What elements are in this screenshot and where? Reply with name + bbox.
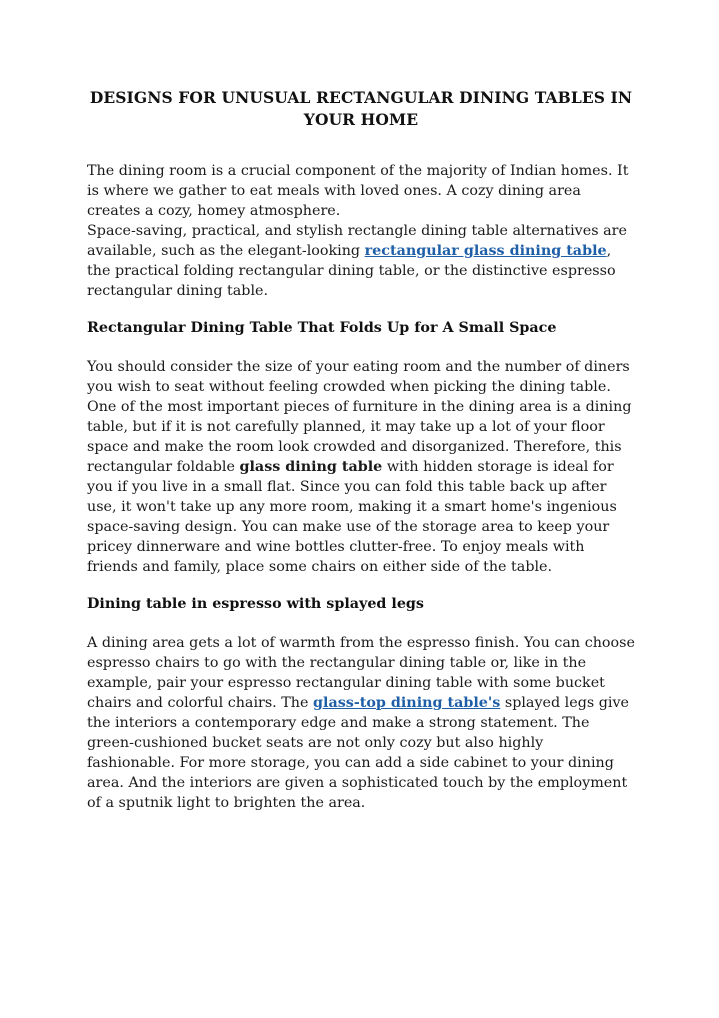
section-paragraph-espresso-table (87, 633, 635, 813)
section2-text-after: splayed legs give the interiors a contemporary edge and make a strong statement. The green-cushioned bucket seats are not only cozy but also highly fashionable. For more storage, you can add a side cabinet to your dining area. And the interiors are given a sophisticated touch by the employment of a sputnik light to brighten the area. (87, 695, 630, 811)
intro-text-1: The dining room is a crucial component of the majority of Indian homes. It is where we gather to eat meals with loved ones. A cozy dining area creates a cozy, homey atmosphere. (87, 163, 629, 219)
glass-dining-table-bold: glass dining table (239, 459, 383, 475)
section1-text-after: with hidden storage is ideal for you if you live in a small flat. Since you can fold this table back up after use, it won't take up any more room, making it a smart home's ingenious space-saving design. You can make use of the storage area to keep your pricey dinnerware and wine bottles clutter-free. To enjoy meals with friends and family, place some chairs on either side of the table. (87, 459, 617, 575)
glass-top-dining-table-link[interactable]: glass-top dining table's (313, 695, 501, 711)
section-heading-folding-table: Rectangular Dining Table That Folds Up for A Small Space (87, 320, 557, 336)
section1-text-before: You should consider the size of your eating room and the number of diners you wish to seat without feeling crowded when picking the dining table. One of the most important pieces of furniture in the dining area is a dining table, but if it is not carefully planned, it may take up a lot of your floor space and make the room look crowded and disorganized. Therefore, this rectangular foldable (87, 359, 632, 475)
intro-text-2-before: Space-saving, practical, and stylish rectangle dining table alternatives are available, such as the elegant-looking (87, 223, 627, 259)
section-paragraph-folding-table (87, 357, 635, 577)
section-heading-espresso-table: Dining table in espresso with splayed legs (87, 596, 424, 612)
page-title: DESIGNS FOR UNUSUAL RECTANGULAR DINING TABLES IN YOUR HOME (89, 88, 633, 129)
rectangular-glass-dining-table-link[interactable]: rectangular glass dining table (364, 243, 607, 259)
section2-text-before: A dining area gets a lot of warmth from the espresso finish. You can choose espresso chairs to go with the rectangular dining table or, like in the example, pair your espresso rectangular dining table with some bucket chairs and colorful chairs. The (87, 635, 635, 711)
document-page (87, 87, 635, 813)
intro-text-2-after: , the practical folding rectangular dining table, or the distinctive espresso rectangular dining table. (87, 243, 616, 299)
intro-paragraph-1 (87, 161, 635, 301)
